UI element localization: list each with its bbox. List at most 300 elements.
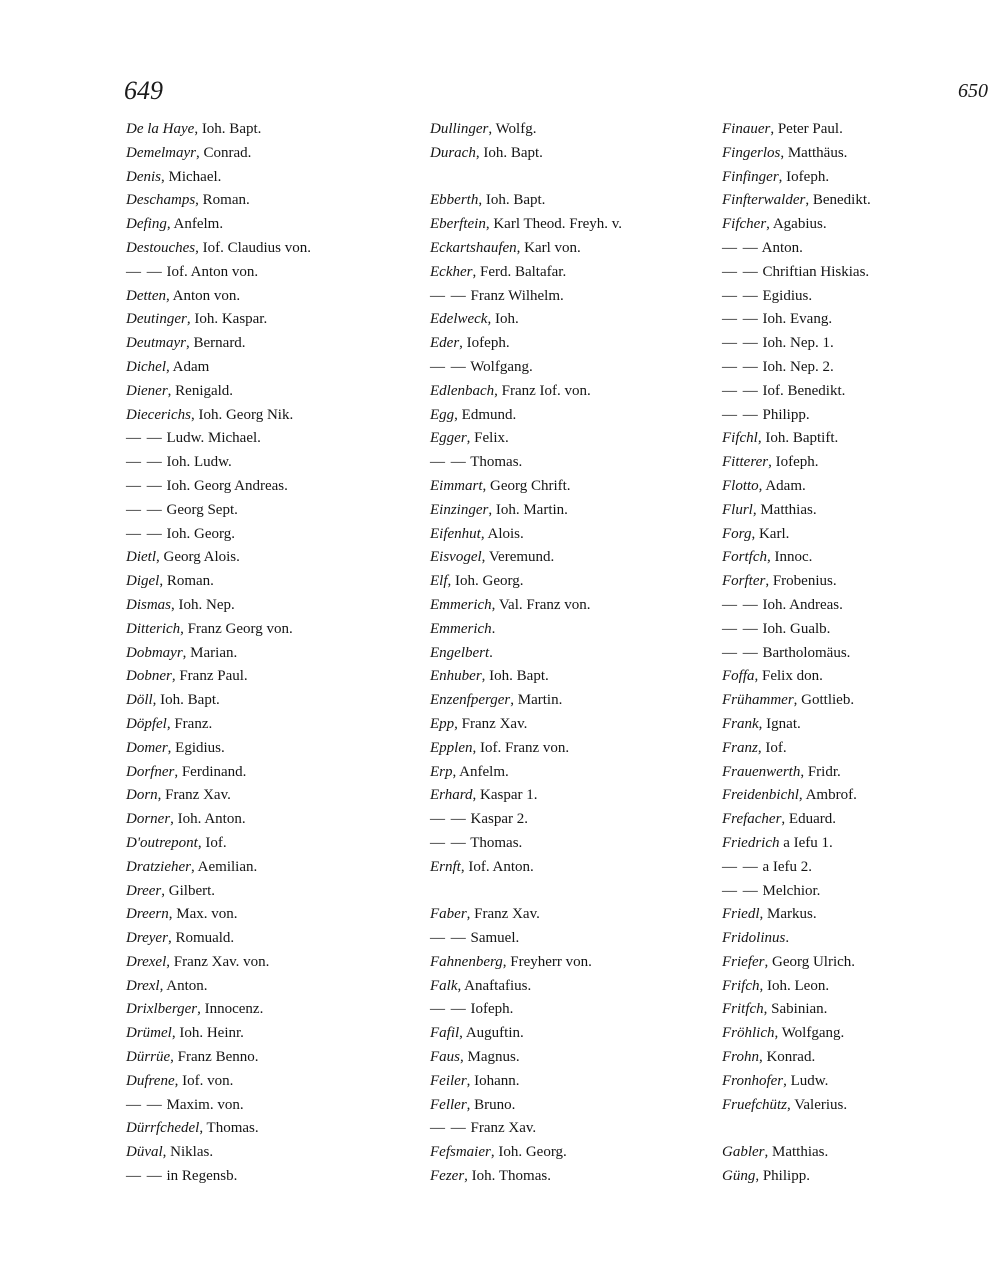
given-name: Maxim. von. [162,1096,244,1113]
page-number-right: 650 [958,80,988,102]
index-entry [430,642,710,666]
surname: Demelmayr [126,144,196,161]
given-name: a Iefu 2. [758,858,813,875]
index-entry [126,1094,416,1118]
given-name: , Egidius. [167,739,225,756]
index-entry [126,665,416,689]
surname: Fingerlos [722,144,781,161]
index-entry [722,1070,997,1094]
surname: Fifchl [722,430,758,447]
index-entry [430,332,710,356]
index-entry [722,1141,997,1165]
surname: Drexel [126,953,167,970]
index-entry [430,832,710,856]
given-name: Ioh. Georg. [162,525,235,542]
ditto-mark: — — [126,454,163,471]
surname: Eckartshaufen [430,239,517,256]
surname: Fritfch [722,1001,764,1018]
given-name: , Sabinian. [763,1001,828,1018]
index-entry [430,761,710,785]
surname: Defing [126,216,167,233]
index-entry [126,1046,416,1070]
page-number-left: 649 [124,76,163,105]
given-name: , Innocenz. [197,1001,264,1018]
surname: Eisvogel [430,549,482,566]
given-name: , Franz Xav. von. [166,953,270,970]
surname: Dietl [126,549,156,566]
given-name: , Felix. [466,430,509,447]
surname: Digel [126,573,160,590]
surname: Dreyer [126,930,168,947]
index-entry [722,665,997,689]
given-name: , Franz Paul. [171,668,248,685]
section-gap [430,166,710,190]
index-entry [722,523,997,547]
given-name: , Franz. [166,715,213,732]
surname: Fezer [430,1168,465,1185]
given-name: Egidius. [758,287,813,304]
given-name: , Alois. [480,525,524,542]
given-name: , Roman. [195,192,250,209]
given-name: , Matthäus. [780,144,848,161]
given-name: , Martin. [510,692,563,709]
given-name: , Iohann. [466,1072,520,1089]
given-name: , Ambrof. [798,787,857,804]
surname: Einzinger [430,501,489,518]
surname: D'outrepont [126,834,198,851]
surname: Güng [722,1168,756,1185]
given-name: , Roman. [159,573,214,590]
index-entry [722,689,997,713]
index-column-3 [722,118,997,1189]
surname: Egger [430,430,467,447]
index-entry [430,213,710,237]
given-name: , Aemilian. [191,858,258,875]
index-entry [430,998,710,1022]
given-name: , Iofeph. [459,335,510,352]
index-entry [126,213,416,237]
given-name: , Valerius. [787,1096,848,1113]
given-name: , Georg Ulrich. [764,953,856,970]
index-entry [430,856,710,880]
given-name: , Ioh. Bapt. [478,192,546,209]
given-name: , Agabius. [766,216,827,233]
ditto-mark: — — [430,1001,467,1018]
index-entry [722,927,997,951]
given-name: Franz Wilhelm. [466,287,564,304]
index-entry [430,1094,710,1118]
index-entry [126,975,416,999]
index-entry [126,903,416,927]
ditto-mark: — — [430,930,467,947]
index-entry [722,237,997,261]
given-name: , Iof. [197,834,227,851]
index-entry [430,451,710,475]
surname: Drexl [126,977,160,994]
index-entry [722,166,997,190]
given-name: Iofeph. [466,1001,514,1018]
index-entry [126,761,416,785]
surname: Dreer [126,882,162,899]
surname: Dorn [126,787,158,804]
index-entry [126,594,416,618]
index-entry [126,1022,416,1046]
index-entry [722,427,997,451]
given-name: Chriftian Hiskias. [758,263,870,280]
given-name: , Ioh. Baptift. [757,430,839,447]
given-name: , Ioh. Anton. [170,811,246,828]
given-name: Iof. Anton von. [162,263,259,280]
index-entry [430,118,710,142]
index-entry [430,570,710,594]
index-entry [722,880,997,904]
index-entry [722,332,997,356]
given-name: , Georg Alois. [156,549,240,566]
given-name: , Eduard. [781,811,836,828]
surname: Dratzieher [126,858,191,875]
surname: Emmerich [430,620,492,637]
index-entry [722,594,997,618]
index-entry [430,975,710,999]
surname: Finfterwalder [722,192,806,209]
index-entry [722,475,997,499]
given-name: , Ioh. Bapt. [481,668,549,685]
index-entry [126,427,416,451]
index-entry [126,927,416,951]
given-name: , Ioh. Heinr. [171,1025,244,1042]
given-name: , Karl von. [516,239,581,256]
ditto-mark: — — [722,596,759,613]
given-name: , Benedikt. [805,192,871,209]
given-name: , Iofeph. [768,454,819,471]
given-name: Iof. Benedikt. [758,382,846,399]
surname: Dürrfchedel [126,1120,200,1137]
index-entry [126,1070,416,1094]
surname: Döpfel [126,715,167,732]
index-entry [722,1046,997,1070]
given-name: , Renigald. [167,382,234,399]
index-entry [126,808,416,832]
given-name: , Freyherr von. [502,953,592,970]
given-name: , Ioh. Georg. [490,1144,567,1161]
given-name: , Max. von. [168,906,238,923]
index-entry [126,784,416,808]
given-name: Ioh. Georg Andreas. [162,477,288,494]
index-entry [722,998,997,1022]
index-entry [722,546,997,570]
index-entry [126,451,416,475]
given-name: , Veremund. [481,549,555,566]
index-entry [126,404,416,428]
index-entry [722,618,997,642]
given-name: , Iof. Franz von. [472,739,570,756]
surname: Flotto [722,477,759,494]
given-name: , Ioh. Georg Nik. [190,406,294,423]
given-name: , Ioh. [487,311,519,328]
given-name: , Bruno. [466,1096,516,1113]
index-entry [126,570,416,594]
index-entry [430,1046,710,1070]
index-entry [126,499,416,523]
surname: De la Haye [126,121,195,137]
given-name: , Ferd. Baltafar. [472,263,567,280]
index-entry [126,713,416,737]
given-name: , Ioh. Thomas. [464,1168,551,1185]
surname: Denis [126,168,161,185]
index-entry [722,189,997,213]
given-name: . [491,620,496,637]
surname: Gabler [722,1144,765,1161]
index-entry [126,856,416,880]
index-entry [722,285,997,309]
surname: Engelbert [430,644,490,661]
given-name: , Markus. [759,906,817,923]
surname: Dürrüe [126,1049,171,1066]
index-entry [126,951,416,975]
given-name: , Ioh. Bapt. [475,144,543,161]
ditto-mark: — — [722,263,759,280]
given-name: , Ioh. Bapt. [152,692,220,709]
index-entry [126,1117,416,1141]
section-gap [722,1117,997,1141]
given-name: , Marian. [182,644,238,661]
index-entry [722,451,997,475]
index-entry [722,570,997,594]
index-entry [430,808,710,832]
ditto-mark: — — [722,620,759,637]
surname: Dorner [126,811,171,828]
surname: Feller [430,1096,467,1113]
surname: Fitterer [722,454,769,471]
given-name: , Thomas. [199,1120,259,1137]
ditto-mark: — — [126,430,163,447]
ditto-mark: — — [722,644,759,661]
index-entry [430,1070,710,1094]
given-name: Ioh. Nep. 2. [758,358,834,375]
index-entry [126,475,416,499]
given-name: , Ioh. Georg. [447,573,524,590]
surname: Epp [430,715,455,732]
given-name: Ludw. Michael. [162,430,261,447]
surname: Frauenwerth [722,763,801,780]
surname: Freidenbichl [722,787,799,804]
surname: Dreern [126,906,169,923]
surname: Frohn [722,1049,759,1066]
given-name: , Innoc. [767,549,813,566]
surname: Dobner [126,668,172,685]
index-entry [722,784,997,808]
ditto-mark: — — [722,858,759,875]
given-name: , Felix don. [754,668,823,685]
index-entry [126,523,416,547]
given-name: , Ferdinand. [174,763,247,780]
given-name: Franz Xav. [466,1120,537,1137]
index-entry [126,189,416,213]
index-entry [430,665,710,689]
index-entry [126,166,416,190]
surname: Eckher [430,263,473,280]
index-entry [430,737,710,761]
surname: Domer [126,739,168,756]
index-entry [430,142,710,166]
given-name: Anton. [758,239,803,256]
index-entry [430,1022,710,1046]
index-entry [126,642,416,666]
given-name: , Gilbert. [161,882,216,899]
surname: Feiler [430,1072,467,1089]
ditto-mark: — — [126,263,163,280]
ditto-mark: — — [126,525,163,542]
given-name: Ioh. Ludw. [162,454,232,471]
given-name: , Karl Theod. Freyh. v. [485,216,623,233]
given-name: , Edmund. [454,406,517,423]
given-name: , Kaspar 1. [472,787,538,804]
given-name: , Iof. [757,739,787,756]
ditto-mark: — — [126,477,163,494]
index-entry [722,261,997,285]
surname: Ditterich [126,620,181,637]
index-entry [126,1165,416,1189]
index-entry [722,903,997,927]
ditto-mark: — — [722,406,759,423]
index-entry [430,618,710,642]
given-name: , Franz Xav. [454,715,528,732]
index-entry [722,832,997,856]
given-name: , Magnus. [460,1049,520,1066]
given-name: , Franz Georg von. [180,620,293,637]
given-name: , Ioh. Martin. [488,501,568,518]
index-entry [722,737,997,761]
index-entry [126,142,416,166]
index-entry [430,475,710,499]
surname: Detten [126,287,166,304]
index-entry [430,1165,710,1189]
index-entry [722,118,997,142]
index-entry [430,380,710,404]
surname: Dismas [126,596,172,613]
index-entry [126,737,416,761]
index-entry [126,689,416,713]
given-name: , Anfelm. [166,216,224,233]
given-name: , Ioh. Bapt. [194,121,262,137]
surname: Diener [126,382,168,399]
given-name: , Karl. [751,525,790,542]
given-name: , Fridr. [800,763,841,780]
index-entry [722,808,997,832]
ditto-mark: — — [126,1096,163,1113]
index-entry [430,189,710,213]
given-name: Melchior. [758,882,821,899]
given-name: Bartholomäus. [758,644,851,661]
index-entry [430,523,710,547]
given-name: , Wolfg. [488,121,537,137]
given-name: , Anton von. [165,287,241,304]
given-name: , Franz Iof. von. [494,382,591,399]
surname: Fruefchütz [722,1096,787,1113]
surname: Finfinger [722,168,779,185]
surname: Deutmayr [126,335,186,352]
index-entry [430,427,710,451]
given-name: , Ioh. Nep. [171,596,235,613]
index-entry [430,594,710,618]
given-name: Ioh. Evang. [758,311,833,328]
surname: Dufrene [126,1072,175,1089]
given-name: , Frobenius. [765,573,837,590]
given-name: Samuel. [466,930,520,947]
given-name: in Regensb. [162,1168,238,1185]
given-name: , Conrad. [195,144,252,161]
given-name: , Iofeph. [778,168,830,185]
index-entry [722,142,997,166]
index-entry [126,118,416,142]
ditto-mark: — — [722,358,759,375]
index-entry [126,356,416,380]
index-entry [430,927,710,951]
given-name: , Ioh. Kaspar. [186,311,268,328]
index-entry [126,1141,416,1165]
ditto-mark: — — [722,335,759,352]
surname: Dobmayr [126,644,183,661]
given-name: , Ioh. Leon. [759,977,830,994]
index-entry [722,404,997,428]
surname: Frifch [722,977,760,994]
index-entry [722,975,997,999]
surname: Finauer [722,121,771,137]
surname: Erp [430,763,453,780]
surname: Egg [430,406,455,423]
ditto-mark: — — [430,834,467,851]
index-column-1 [126,118,416,1189]
index-entry [722,856,997,880]
index-entry [430,499,710,523]
ditto-mark: — — [430,358,467,375]
ditto-mark: — — [430,1120,467,1137]
given-name: , Anton. [159,977,208,994]
surname: Eberftein [430,216,486,233]
index-entry [722,713,997,737]
index-entry [722,642,997,666]
surname: Diecerichs [126,406,191,423]
index-entry [126,618,416,642]
given-name: , Bernard. [186,335,246,352]
surname: Ernft [430,858,461,875]
surname: Drümel [126,1025,172,1042]
given-name: , Franz Xav. [466,906,540,923]
surname: Deutinger [126,311,187,328]
given-name: , Georg Chrift. [482,477,571,494]
surname: Fefsmaier [430,1144,491,1161]
surname: Eimmart [430,477,483,494]
ditto-mark: — — [126,1168,163,1185]
surname: Dichel [126,358,166,375]
given-name: Georg Sept. [162,501,238,518]
given-name: , Peter Paul. [770,121,843,137]
surname: Enhuber [430,668,482,685]
given-name: , Niklas. [162,1144,214,1161]
index-entry [430,784,710,808]
given-name: Ioh. Andreas. [758,596,843,613]
index-entry [722,1022,997,1046]
index-entry [430,285,710,309]
given-name: , Michael. [161,168,222,185]
surname: Frühammer [722,692,794,709]
given-name: , Gottlieb. [793,692,855,709]
index-entry [430,951,710,975]
surname: Dorfner [126,763,175,780]
surname: Epplen [430,739,473,756]
index-entry [722,951,997,975]
given-name: Wolfgang. [466,358,533,375]
